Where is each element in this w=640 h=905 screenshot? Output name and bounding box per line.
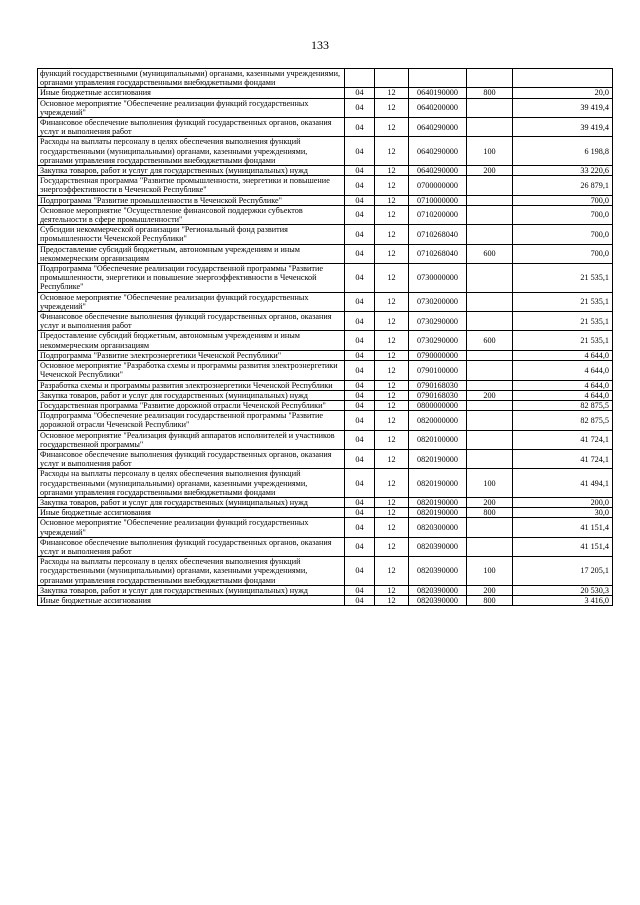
item-name-cell: Финансовое обеспечение выполнения функций государственных органов, оказания услуг и выполнения работ [38, 537, 345, 556]
target-article-cell: 0640290000 [409, 137, 467, 166]
table-row [38, 195, 613, 205]
table-row [38, 449, 613, 468]
subsection-code-cell: 12 [375, 225, 409, 244]
expense-type-cell [467, 430, 513, 449]
item-name-cell: Иные бюджетные ассигнования [38, 508, 345, 518]
target-article-cell: 0710200000 [409, 205, 467, 224]
table-row [38, 469, 613, 498]
target-article-cell: 0710268040 [409, 244, 467, 263]
table-row [38, 390, 613, 400]
subsection-code-cell: 12 [375, 166, 409, 176]
table-row [38, 244, 613, 263]
target-article-cell: 0820190000 [409, 449, 467, 468]
item-name-cell: Государственная программа "Развитие дорожной отрасли Чеченской Республики" [38, 400, 345, 410]
amount-cell: 41 724,1 [513, 449, 613, 468]
table-row [38, 400, 613, 410]
item-name-cell: Закупка товаров, работ и услуг для государственных (муниципальных) нужд [38, 390, 345, 400]
expense-type-cell [467, 518, 513, 537]
target-article-cell: 0820390000 [409, 537, 467, 556]
expense-type-cell: 200 [467, 585, 513, 595]
subsection-code-cell: 12 [375, 292, 409, 311]
section-code-cell: 04 [345, 595, 375, 605]
item-name-cell: Финансовое обеспечение выполнения функций государственных органов, оказания услуг и выполнения работ [38, 449, 345, 468]
table-row [38, 312, 613, 331]
expense-type-cell [467, 361, 513, 380]
subsection-code-cell: 12 [375, 350, 409, 360]
target-article-cell: 0820390000 [409, 557, 467, 586]
subsection-code-cell: 12 [375, 380, 409, 390]
amount-cell: 82 875,5 [513, 411, 613, 430]
subsection-code-cell: 12 [375, 195, 409, 205]
table-row [38, 380, 613, 390]
expense-type-cell [467, 312, 513, 331]
table-row [38, 137, 613, 166]
expense-type-cell: 800 [467, 508, 513, 518]
section-code-cell: 04 [345, 469, 375, 498]
amount-cell: 39 419,4 [513, 118, 613, 137]
section-code-cell: 04 [345, 537, 375, 556]
table-row [38, 585, 613, 595]
table-row [38, 508, 613, 518]
expense-type-cell: 800 [467, 595, 513, 605]
target-article-cell: 0710268040 [409, 225, 467, 244]
expense-type-cell: 100 [467, 469, 513, 498]
section-code-cell: 04 [345, 400, 375, 410]
budget-table-body [38, 69, 613, 606]
amount-cell: 20 530,3 [513, 585, 613, 595]
amount-cell: 4 644,0 [513, 361, 613, 380]
expense-type-cell: 600 [467, 244, 513, 263]
target-article-cell: 0710000000 [409, 195, 467, 205]
amount-cell: 82 875,5 [513, 400, 613, 410]
subsection-code-cell: 12 [375, 537, 409, 556]
subsection-code-cell: 12 [375, 88, 409, 98]
section-code-cell: 04 [345, 312, 375, 331]
item-name-cell: Иные бюджетные ассигнования [38, 88, 345, 98]
expense-type-cell: 800 [467, 88, 513, 98]
subsection-code-cell: 12 [375, 497, 409, 507]
section-code-cell: 04 [345, 118, 375, 137]
item-name-cell: Закупка товаров, работ и услуг для государственных (муниципальных) нужд [38, 497, 345, 507]
item-name-cell: функций государственными (муниципальными) органами, казенными учреждениями, органами управления государственными внебюджетными фондами [38, 69, 345, 88]
item-name-cell: Основное мероприятие "Разработка схемы и программы развития электроэнергетики Чеченской Республики" [38, 361, 345, 380]
table-row [38, 118, 613, 137]
amount-cell: 20,0 [513, 88, 613, 98]
expense-type-cell: 200 [467, 390, 513, 400]
table-row [38, 595, 613, 605]
subsection-code-cell: 12 [375, 557, 409, 586]
item-name-cell: Расходы на выплаты персоналу в целях обеспечения выполнения функций государственными (муниципальными) органами, казенными учреждениями, органами управления государственными внебюджетными фондами [38, 137, 345, 166]
expense-type-cell [467, 195, 513, 205]
section-code-cell: 04 [345, 166, 375, 176]
section-code-cell: 04 [345, 411, 375, 430]
amount-cell: 17 205,1 [513, 557, 613, 586]
amount-cell: 39 419,4 [513, 98, 613, 117]
amount-cell: 700,0 [513, 195, 613, 205]
item-name-cell: Основное мероприятие "Обеспечение реализации функций государственных учреждений" [38, 518, 345, 537]
target-article-cell: 0820390000 [409, 595, 467, 605]
expense-type-cell [467, 205, 513, 224]
section-code-cell: 04 [345, 137, 375, 166]
section-code-cell: 04 [345, 176, 375, 195]
target-article-cell: 0820390000 [409, 585, 467, 595]
amount-cell: 41 724,1 [513, 430, 613, 449]
item-name-cell: Основное мероприятие "Обеспечение реализации функций государственных учреждений" [38, 98, 345, 117]
table-row [38, 205, 613, 224]
expense-type-cell [467, 292, 513, 311]
section-code-cell: 04 [345, 244, 375, 263]
subsection-code-cell: 12 [375, 390, 409, 400]
section-code-cell: 04 [345, 449, 375, 468]
item-name-cell: Основное мероприятие "Реализация функций аппаратов исполнителей и участников государственной программы" [38, 430, 345, 449]
table-row [38, 176, 613, 195]
item-name-cell: Иные бюджетные ассигнования [38, 595, 345, 605]
section-code-cell [345, 69, 375, 88]
target-article-cell: 0820190000 [409, 497, 467, 507]
table-row [38, 430, 613, 449]
target-article-cell: 0820300000 [409, 518, 467, 537]
expense-type-cell: 100 [467, 137, 513, 166]
section-code-cell: 04 [345, 292, 375, 311]
amount-cell: 4 644,0 [513, 390, 613, 400]
table-row [38, 497, 613, 507]
section-code-cell: 04 [345, 380, 375, 390]
target-article-cell: 0730200000 [409, 292, 467, 311]
expense-type-cell [467, 380, 513, 390]
target-article-cell: 0820190000 [409, 508, 467, 518]
target-article-cell: 0730000000 [409, 264, 467, 293]
amount-cell: 41 151,4 [513, 518, 613, 537]
table-row [38, 166, 613, 176]
target-article-cell: 0730290000 [409, 331, 467, 350]
item-name-cell: Подпрограмма "Развитие электроэнергетики Чеченской Республики" [38, 350, 345, 360]
item-name-cell: Расходы на выплаты персоналу в целях обеспечения выполнения функций государственными (муниципальными) органами, казенными учреждениями, органами управления государственными внебюджетными фондами [38, 557, 345, 586]
table-row [38, 88, 613, 98]
amount-cell: 6 198,8 [513, 137, 613, 166]
target-article-cell: 0790100000 [409, 361, 467, 380]
amount-cell: 41 151,4 [513, 537, 613, 556]
table-row [38, 69, 613, 88]
subsection-code-cell: 12 [375, 98, 409, 117]
expense-type-cell [467, 264, 513, 293]
amount-cell: 41 494,1 [513, 469, 613, 498]
table-row [38, 331, 613, 350]
target-article-cell: 0790000000 [409, 350, 467, 360]
amount-cell: 21 535,1 [513, 331, 613, 350]
expense-type-cell [467, 118, 513, 137]
amount-cell: 200,0 [513, 497, 613, 507]
expense-type-cell: 200 [467, 497, 513, 507]
subsection-code-cell: 12 [375, 331, 409, 350]
target-article-cell: 0790168030 [409, 390, 467, 400]
subsection-code-cell: 12 [375, 176, 409, 195]
amount-cell: 30,0 [513, 508, 613, 518]
subsection-code-cell: 12 [375, 264, 409, 293]
item-name-cell: Разработка схемы и программы развития электроэнергетики Чеченской Республики [38, 380, 345, 390]
amount-cell: 700,0 [513, 225, 613, 244]
table-row [38, 537, 613, 556]
subsection-code-cell: 12 [375, 595, 409, 605]
section-code-cell: 04 [345, 264, 375, 293]
item-name-cell: Закупка товаров, работ и услуг для государственных (муниципальных) нужд [38, 585, 345, 595]
subsection-code-cell: 12 [375, 118, 409, 137]
section-code-cell: 04 [345, 350, 375, 360]
item-name-cell: Основное мероприятие "Осуществление финансовой поддержки субъектов деятельности в сфере промышленности" [38, 205, 345, 224]
item-name-cell: Основное мероприятие "Обеспечение реализации функций государственных учреждений" [38, 292, 345, 311]
target-article-cell: 0640290000 [409, 166, 467, 176]
subsection-code-cell: 12 [375, 411, 409, 430]
item-name-cell: Государственная программа "Развитие промышленности, энергетики и повышение энергоэффективности в Чеченской Республике" [38, 176, 345, 195]
subsection-code-cell: 12 [375, 518, 409, 537]
section-code-cell: 04 [345, 88, 375, 98]
subsection-code-cell: 12 [375, 205, 409, 224]
item-name-cell: Финансовое обеспечение выполнения функций государственных органов, оказания услуг и выполнения работ [38, 312, 345, 331]
target-article-cell: 0640190000 [409, 88, 467, 98]
section-code-cell: 04 [345, 585, 375, 595]
table-row [38, 264, 613, 293]
subsection-code-cell: 12 [375, 430, 409, 449]
amount-cell: 21 535,1 [513, 292, 613, 311]
section-code-cell: 04 [345, 205, 375, 224]
section-code-cell: 04 [345, 361, 375, 380]
subsection-code-cell: 12 [375, 137, 409, 166]
amount-cell: 21 535,1 [513, 312, 613, 331]
subsection-code-cell: 12 [375, 585, 409, 595]
section-code-cell: 04 [345, 557, 375, 586]
amount-cell: 21 535,1 [513, 264, 613, 293]
target-article-cell: 0820000000 [409, 411, 467, 430]
target-article-cell [409, 69, 467, 88]
amount-cell: 700,0 [513, 205, 613, 224]
subsection-code-cell: 12 [375, 244, 409, 263]
target-article-cell: 0640200000 [409, 98, 467, 117]
section-code-cell: 04 [345, 430, 375, 449]
amount-cell: 26 879,1 [513, 176, 613, 195]
subsection-code-cell [375, 69, 409, 88]
amount-cell: 700,0 [513, 244, 613, 263]
subsection-code-cell: 12 [375, 449, 409, 468]
table-row [38, 350, 613, 360]
amount-cell: 4 644,0 [513, 350, 613, 360]
amount-cell: 4 644,0 [513, 380, 613, 390]
page-number: 133 [311, 38, 329, 52]
expense-type-cell: 200 [467, 166, 513, 176]
expense-type-cell [467, 69, 513, 88]
budget-table [37, 68, 613, 606]
table-row [38, 411, 613, 430]
expense-type-cell [467, 411, 513, 430]
subsection-code-cell: 12 [375, 508, 409, 518]
table-row [38, 292, 613, 311]
expense-type-cell [467, 225, 513, 244]
table-row [38, 225, 613, 244]
target-article-cell: 0800000000 [409, 400, 467, 410]
section-code-cell: 04 [345, 98, 375, 117]
expense-type-cell [467, 350, 513, 360]
section-code-cell: 04 [345, 195, 375, 205]
target-article-cell: 0820190000 [409, 469, 467, 498]
subsection-code-cell: 12 [375, 469, 409, 498]
subsection-code-cell: 12 [375, 312, 409, 331]
item-name-cell: Подпрограмма "Развитие промышленности в Чеченской Республике" [38, 195, 345, 205]
target-article-cell: 0790168030 [409, 380, 467, 390]
item-name-cell: Субсидии некоммерческой организации "Региональный фонд развития промышленности Чеченской Республики" [38, 225, 345, 244]
item-name-cell: Подпрограмма "Обеспечение реализации государственной программы "Развитие промышленности, энергетики и повышение энергоэффективности в Чеченской Республике" [38, 264, 345, 293]
section-code-cell: 04 [345, 518, 375, 537]
section-code-cell: 04 [345, 331, 375, 350]
target-article-cell: 0700000000 [409, 176, 467, 195]
target-article-cell: 0820100000 [409, 430, 467, 449]
table-row [38, 98, 613, 117]
subsection-code-cell: 12 [375, 400, 409, 410]
expense-type-cell: 100 [467, 557, 513, 586]
item-name-cell: Расходы на выплаты персоналу в целях обеспечения выполнения функций государственными (муниципальными) органами, казенными учреждениями, органами управления государственными внебюджетными фондами [38, 469, 345, 498]
item-name-cell: Закупка товаров, работ и услуг для государственных (муниципальных) нужд [38, 166, 345, 176]
amount-cell [513, 69, 613, 88]
target-article-cell: 0640290000 [409, 118, 467, 137]
table-row [38, 361, 613, 380]
section-code-cell: 04 [345, 508, 375, 518]
table-row [38, 518, 613, 537]
expense-type-cell [467, 537, 513, 556]
target-article-cell: 0730290000 [409, 312, 467, 331]
amount-cell: 33 220,6 [513, 166, 613, 176]
expense-type-cell [467, 98, 513, 117]
section-code-cell: 04 [345, 225, 375, 244]
section-code-cell: 04 [345, 390, 375, 400]
table-row [38, 557, 613, 586]
expense-type-cell: 600 [467, 331, 513, 350]
expense-type-cell [467, 400, 513, 410]
item-name-cell: Предоставление субсидий бюджетным, автономным учреждениям и иным некоммерческим организациям [38, 331, 345, 350]
item-name-cell: Предоставление субсидий бюджетным, автономным учреждениям и иным некоммерческим организациям [38, 244, 345, 263]
expense-type-cell [467, 176, 513, 195]
expense-type-cell [467, 449, 513, 468]
subsection-code-cell: 12 [375, 361, 409, 380]
amount-cell: 3 416,0 [513, 595, 613, 605]
item-name-cell: Подпрограмма "Обеспечение реализации государственной программы "Развитие дорожной отрасли Чеченской Республики" [38, 411, 345, 430]
section-code-cell: 04 [345, 497, 375, 507]
item-name-cell: Финансовое обеспечение выполнения функций государственных органов, оказания услуг и выполнения работ [38, 118, 345, 137]
